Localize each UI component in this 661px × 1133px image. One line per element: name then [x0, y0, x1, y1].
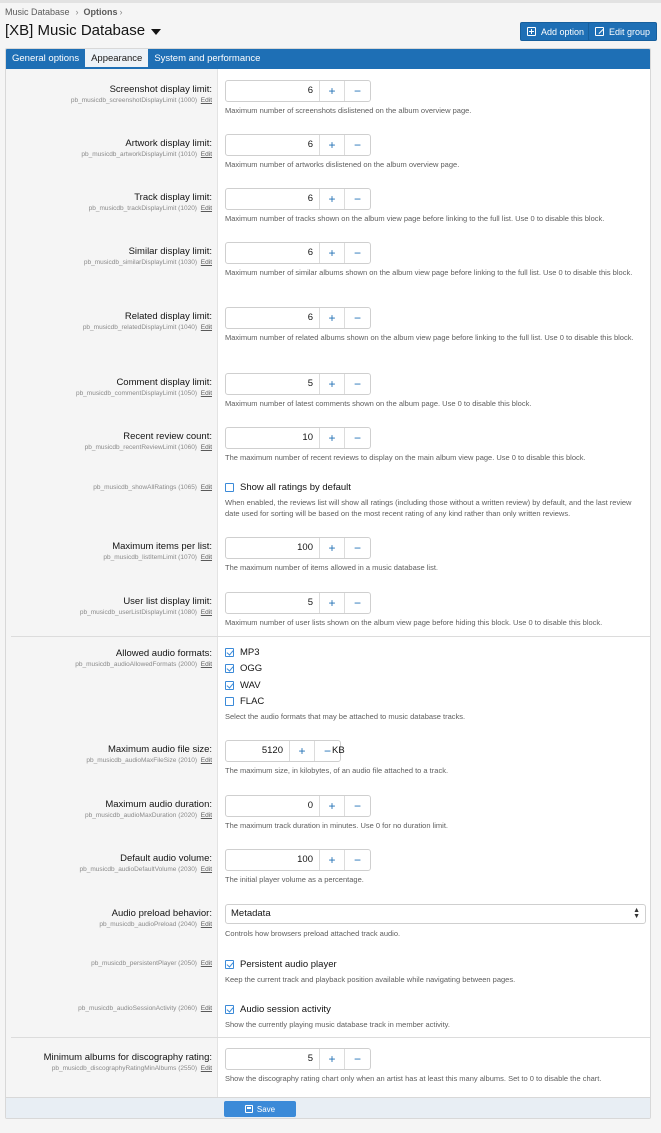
unit-label: KB — [332, 745, 345, 756]
option-description: Maximum number of user lists shown on the album view page before hiding this block. Use 0 to disable this block. — [225, 618, 603, 627]
number-stepper[interactable] — [225, 740, 341, 762]
option-label: Allowed audio formats: — [115, 648, 212, 659]
number-input[interactable]: 100 — [226, 538, 320, 558]
save-label: Save — [256, 1104, 276, 1114]
increment-button[interactable]: + — [320, 850, 345, 870]
decrement-button[interactable]: − — [353, 311, 361, 325]
page-title-text: [XB] Music Database — [5, 22, 146, 39]
persistent-player-checkbox[interactable] — [225, 959, 337, 970]
option-key: pb_musicdb_similarDisplayLimit (1030) Edit — [83, 259, 212, 266]
breadcrumb — [5, 7, 128, 17]
increment-button[interactable]: + — [320, 538, 345, 558]
increment-button[interactable]: + — [320, 1049, 345, 1069]
chevron-down-icon[interactable] — [151, 29, 161, 35]
option-key: pb_musicdb_commentDisplayLimit (1050) Edit — [75, 390, 212, 397]
number-stepper[interactable] — [225, 1048, 371, 1070]
format-mp3-checkbox[interactable] — [225, 647, 260, 658]
number-input[interactable]: 5 — [226, 374, 320, 394]
checkbox-checked[interactable] — [225, 681, 234, 690]
option-key: pb_musicdb_showAllRatings (1065) Edit — [93, 484, 212, 491]
number-stepper[interactable] — [225, 134, 371, 156]
save-icon — [245, 1105, 253, 1113]
option-key: pb_musicdb_recentReviewLimit (1060) Edit — [84, 444, 212, 451]
breadcrumb-separator: › — [119, 7, 123, 17]
number-stepper[interactable] — [225, 849, 371, 871]
option-label: Artwork display limit: — [125, 138, 212, 149]
increment-button[interactable]: + — [320, 374, 345, 394]
option-description: Keep the current track and playback position available while navigating between pages. — [225, 975, 516, 984]
increment-button[interactable]: + — [320, 428, 345, 448]
edit-icon — [595, 27, 604, 36]
option-description: The maximum number of recent reviews to display on the main album view page. Use 0 to disable this block. — [225, 453, 586, 462]
format-ogg-checkbox[interactable] — [225, 663, 262, 674]
option-description: Show the discography rating chart only when an artist has at least this many albums. Set to 0 to disable the chart. — [225, 1074, 602, 1083]
increment-button[interactable]: + — [320, 593, 345, 613]
checkbox-label: Show all ratings by default — [240, 482, 351, 493]
option-key: pb_musicdb_relatedDisplayLimit (1040) Edit — [82, 324, 212, 331]
number-input[interactable]: 6 — [226, 189, 320, 209]
option-label: User list display limit: — [123, 596, 212, 607]
tab-bar — [6, 49, 650, 69]
checkbox-label: MP3 — [240, 647, 260, 658]
option-description: Select the audio formats that may be attached to music database tracks. — [225, 712, 466, 721]
option-edit-link[interactable]: Edit — [200, 444, 212, 451]
option-description: Maximum number of screenshots dislistened on the album overview page. — [225, 106, 472, 115]
edit-group-label: Edit group — [609, 26, 651, 37]
option-edit-link[interactable]: Edit — [200, 609, 212, 616]
option-edit-link[interactable]: Edit — [200, 921, 212, 928]
option-label: Track display limit: — [134, 192, 212, 203]
label-column — [6, 69, 218, 1099]
increment-button[interactable]: + — [320, 243, 345, 263]
option-description: Maximum number of artworks dislistened on the album overview page. — [225, 160, 460, 169]
number-stepper[interactable] — [225, 427, 371, 449]
number-stepper[interactable] — [225, 592, 371, 614]
number-stepper[interactable] — [225, 188, 371, 210]
checkbox-unchecked[interactable] — [225, 697, 234, 706]
option-label: Audio preload behavior: — [111, 908, 212, 919]
checkbox-label: Audio session activity — [240, 1004, 331, 1015]
format-wav-checkbox[interactable] — [225, 680, 261, 691]
number-stepper[interactable] — [225, 537, 371, 559]
option-label: Related display limit: — [124, 311, 212, 322]
breadcrumb-music-database[interactable]: Music Database — [5, 7, 70, 17]
checkbox-checked[interactable] — [225, 960, 234, 969]
option-key: pb_musicdb_audioSessionActivity (2060) Edit — [78, 1005, 212, 1012]
option-edit-link[interactable]: Edit — [200, 484, 212, 491]
number-input[interactable]: 6 — [226, 135, 320, 155]
decrement-button[interactable]: − — [353, 596, 361, 610]
checkbox-label: Persistent audio player — [240, 959, 337, 970]
option-key: pb_musicdb_audioDefaultVolume (2030) Edit — [79, 866, 212, 873]
option-label: Minimum albums for discography rating: — [43, 1052, 212, 1063]
option-label: Default audio volume: — [120, 853, 212, 864]
increment-button[interactable]: + — [290, 741, 315, 761]
checkbox-label: FLAC — [240, 696, 265, 707]
option-label: Screenshot display limit: — [109, 84, 212, 95]
option-edit-link[interactable]: Edit — [200, 554, 212, 561]
checkbox-checked[interactable] — [225, 664, 234, 673]
option-description: Show the currently playing music database track in member activity. — [225, 1020, 450, 1029]
option-description: Maximum number of tracks shown on the album view page before linking to the full list. Use 0 to disable this block. — [225, 214, 605, 223]
top-bar — [0, 0, 661, 3]
option-label: Maximum audio file size: — [107, 744, 212, 755]
audio-session-activity-checkbox[interactable] — [225, 1004, 331, 1015]
form-footer — [6, 1097, 650, 1118]
option-key: pb_musicdb_persistentPlayer (2050) Edit — [91, 960, 212, 967]
section-divider — [11, 636, 651, 637]
option-key: pb_musicdb_audioAllowedFormats (2000) Edit — [75, 661, 212, 668]
number-input[interactable]: 5 — [226, 593, 320, 613]
select-value: Metadata — [231, 908, 271, 919]
option-description: The maximum number of items allowed in a music database list. — [225, 563, 439, 572]
option-key: pb_musicdb_audioMaxDuration (2020) Edit — [84, 812, 212, 819]
increment-button[interactable]: + — [320, 189, 345, 209]
option-description: The maximum track duration in minutes. Use 0 for no duration limit. — [225, 821, 449, 830]
number-input[interactable]: 5 — [226, 1049, 320, 1069]
option-edit-link[interactable]: Edit — [200, 205, 212, 212]
show-all-ratings-checkbox[interactable] — [225, 482, 351, 493]
section-divider — [11, 1037, 651, 1038]
add-option-button[interactable] — [520, 22, 591, 41]
option-label: Comment display limit: — [116, 377, 212, 388]
decrement-button[interactable]: − — [353, 853, 361, 867]
option-edit-link[interactable]: Edit — [200, 97, 212, 104]
decrement-button[interactable]: − — [323, 744, 331, 758]
option-description: Maximum number of similar albums shown on the album view page before linking to the full list. Use 0 to disable this block. — [225, 268, 633, 277]
decrement-button[interactable]: − — [353, 799, 361, 813]
decrement-button[interactable]: − — [353, 192, 361, 206]
decrement-button[interactable]: − — [353, 541, 361, 555]
number-stepper[interactable] — [225, 373, 371, 395]
number-input[interactable]: 6 — [226, 243, 320, 263]
option-label: Maximum items per list: — [112, 541, 212, 552]
number-input[interactable]: 5120 — [226, 741, 290, 761]
breadcrumb-separator: › — [75, 7, 79, 17]
edit-group-button[interactable] — [588, 22, 657, 41]
option-key: pb_musicdb_screenshotDisplayLimit (1000) Edit — [70, 97, 212, 104]
option-description: Maximum number of latest comments shown on the album page. Use 0 to disable this block. — [225, 399, 532, 408]
tab-system-performance[interactable]: System and performance — [154, 53, 261, 64]
format-flac-checkbox[interactable] — [225, 696, 264, 707]
decrement-button[interactable]: − — [353, 84, 361, 98]
option-edit-link[interactable]: Edit — [200, 866, 212, 873]
option-key: pb_musicdb_userListDisplayLimit (1080) Edit — [79, 609, 212, 616]
option-description: Controls how browsers preload attached track audio. — [225, 929, 401, 938]
select-arrows-icon: ▲ ▼ — [633, 907, 640, 920]
option-key: pb_musicdb_discographyRatingMinAlbums (2550) Edit — [51, 1065, 212, 1072]
decrement-button[interactable]: − — [353, 138, 361, 152]
option-edit-link[interactable]: Edit — [200, 812, 212, 819]
number-stepper[interactable] — [225, 80, 371, 102]
increment-button[interactable]: + — [320, 81, 345, 101]
option-edit-link[interactable]: Edit — [200, 259, 212, 266]
decrement-button[interactable]: − — [353, 377, 361, 391]
option-description: The initial player volume as a percentage. — [225, 875, 364, 884]
option-label: Recent review count: — [123, 431, 212, 442]
option-description: The maximum size, in kilobytes, of an audio file attached to a track. — [225, 766, 449, 775]
add-icon — [527, 27, 536, 36]
option-key: pb_musicdb_audioPreload (2040) Edit — [99, 921, 212, 928]
number-input[interactable]: 0 — [226, 796, 320, 816]
option-label: Similar display limit: — [128, 246, 212, 257]
tab-appearance[interactable]: Appearance — [85, 49, 148, 69]
option-key: pb_musicdb_artworkDisplayLimit (1010) Edit — [81, 151, 212, 158]
option-edit-link[interactable]: Edit — [200, 1005, 212, 1012]
option-edit-link[interactable]: Edit — [200, 661, 212, 668]
number-input[interactable]: 6 — [226, 81, 320, 101]
add-option-label: Add option — [541, 26, 585, 37]
number-input[interactable]: 6 — [226, 308, 320, 328]
increment-button[interactable]: + — [320, 135, 345, 155]
option-description: When enabled, the reviews list will show all ratings (including those without a written review) by default, and the last review date used for sorting will be based on the most recent rating of any kind rather than only written reviews. — [225, 498, 632, 518]
number-stepper[interactable] — [225, 795, 371, 817]
increment-button[interactable]: + — [320, 796, 345, 816]
options-panel — [5, 48, 651, 1119]
save-button[interactable] — [224, 1101, 296, 1117]
decrement-button[interactable]: − — [353, 431, 361, 445]
option-key: pb_musicdb_listItemLimit (1070) Edit — [103, 554, 212, 561]
number-stepper[interactable] — [225, 242, 371, 264]
preload-select[interactable] — [225, 904, 646, 924]
tab-general-options[interactable]: General options — [12, 53, 80, 64]
option-edit-link[interactable]: Edit — [200, 1065, 212, 1072]
option-edit-link[interactable]: Edit — [200, 960, 212, 967]
option-key: pb_musicdb_audioMaxFileSize (2010) Edit — [86, 757, 212, 764]
number-stepper[interactable] — [225, 307, 371, 329]
page-title[interactable] — [5, 22, 161, 39]
breadcrumb-options[interactable]: Options — [83, 7, 118, 17]
option-edit-link[interactable]: Edit — [200, 324, 212, 331]
checkbox-checked[interactable] — [225, 1005, 234, 1014]
option-key: pb_musicdb_trackDisplayLimit (1020) Edit — [88, 205, 212, 212]
decrement-button[interactable]: − — [353, 1052, 361, 1066]
number-input[interactable]: 100 — [226, 850, 320, 870]
checkbox-checked[interactable] — [225, 648, 234, 657]
checkbox-label: WAV — [240, 680, 261, 691]
number-input[interactable]: 10 — [226, 428, 320, 448]
increment-button[interactable]: + — [320, 308, 345, 328]
option-description: Maximum number of related albums shown on the album view page before linking to the full list. Use 0 to disable this block. — [225, 333, 634, 342]
option-edit-link[interactable]: Edit — [200, 390, 212, 397]
checkbox-unchecked[interactable] — [225, 483, 234, 492]
option-label: Maximum audio duration: — [105, 799, 212, 810]
decrement-button[interactable]: − — [353, 246, 361, 260]
option-edit-link[interactable]: Edit — [200, 757, 212, 764]
option-edit-link[interactable]: Edit — [200, 151, 212, 158]
checkbox-label: OGG — [240, 663, 263, 674]
